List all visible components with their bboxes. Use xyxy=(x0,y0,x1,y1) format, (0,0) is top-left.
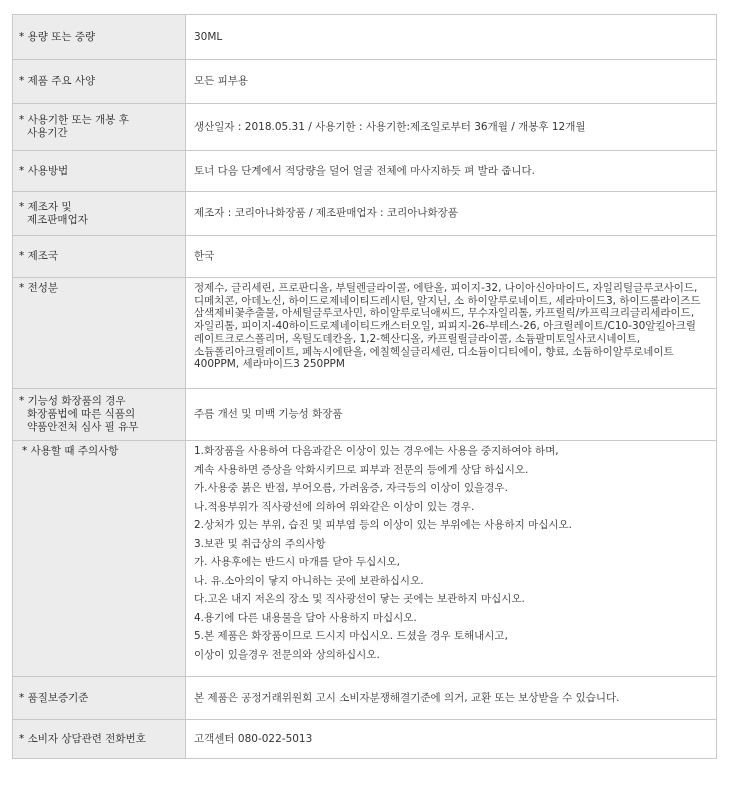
table-row-quality xyxy=(13,677,717,720)
table-row-ingredients xyxy=(13,278,717,389)
label-functional-line2: 화장품법에 따른 식품의 xyxy=(27,408,136,420)
caution-line: 가.사용중 붉은 반점, 부어오름, 가려움증, 자극등의 이상이 있을경우. xyxy=(194,482,508,494)
label-manufacturer-line2: 제조판매업자 xyxy=(27,213,88,226)
row-label xyxy=(13,15,186,60)
product-info-container xyxy=(12,14,717,759)
label-functional-line3: 약품안전처 심사 필 유무 xyxy=(27,421,139,433)
row-label xyxy=(13,278,186,389)
value-usage: 토너 다음 단계에서 적당량을 덜어 얼굴 전체에 마사지하듯 펴 발라 줍니다. xyxy=(194,164,536,177)
caution-line: 다.고온 내지 저온의 장소 및 직사광선이 닿는 곳에는 보관하지 마십시오. xyxy=(194,593,525,605)
ingredients-line: 레이트크로스폴리머, 옥틸도데칸올, 1,2-헥산디올, 카프릴릴글라이콜, 소듐팔미토일사코시네이트, xyxy=(194,332,641,345)
ingredients-line: 자일리톨, 피이지-40하이드로제네이티드캐스터오일, 피피지-26-부테스-26, 아크릴레이트/C10-30알킬아크릴 xyxy=(194,320,697,333)
caution-line: 나. 유.소아의이 닿지 아니하는 곳에 보관하십시오. xyxy=(194,574,424,587)
label-manufacturer-line1: * 제조자 및 xyxy=(19,200,72,213)
ingredients-line: 삼색제비꽃추출물, 아세틸글루코사민, 하이알루로닉애씨드, 무수자일리톨, 카프릴릭/카프릭크리글리세라이드, xyxy=(194,307,695,320)
value-capacity: 30ML xyxy=(194,30,223,43)
caution-line: 나.적용부위가 직사광선에 의하여 위와같은 이상이 있는 경우. xyxy=(194,500,475,513)
label-quality: * 품질보증기준 xyxy=(19,691,89,704)
table-row-spec xyxy=(13,60,717,104)
label-country: * 제조국 xyxy=(19,250,59,262)
row-label xyxy=(13,720,186,759)
ingredients-line: 소듐폴리아크릴레이트, 페녹시에탄올, 에칠헥실글리세린, 디소듐이디티에이, 향료, 소듐하이알루로네이트 xyxy=(194,345,674,358)
caution-line: 2.상처가 있는 부위, 습진 및 피부염 등의 이상이 있는 부위에는 사용하지 마십시오. xyxy=(194,519,572,531)
row-label xyxy=(13,677,186,720)
caution-line: 이상이 있을경우 전문의와 상의하십시오. xyxy=(194,648,380,661)
table-row-expiry xyxy=(13,104,717,151)
label-ingredients: * 전성분 xyxy=(19,282,59,294)
row-value xyxy=(186,151,717,192)
table-row-functional xyxy=(13,389,717,441)
caution-line: 계속 사용하면 증상을 악화시키므로 피부과 전문의 등에게 상담 하십시오. xyxy=(194,463,529,476)
row-label xyxy=(13,104,186,151)
row-label xyxy=(13,192,186,236)
value-contact-phone: 고객센터 080-022-5013 xyxy=(194,732,313,745)
value-country: 한국 xyxy=(194,250,215,262)
row-value xyxy=(186,441,717,677)
value-expiry: 생산일자 : 2018.05.31 / 사용기한 : 사용기한:제조일로부터 36개월 / 개봉후 12개월 xyxy=(194,120,586,133)
table-row-usage xyxy=(13,151,717,192)
caution-line: 가. 사용후에는 반드시 마개를 닫아 두십시오, xyxy=(194,556,400,568)
label-expiry-line1: * 사용기한 또는 개봉 후 xyxy=(19,114,129,126)
table-row-cautions xyxy=(13,441,717,677)
label-functional-line1: * 기능성 화장품의 경우 xyxy=(19,395,126,407)
row-value xyxy=(186,60,717,104)
value-functional: 주름 개선 및 미백 기능성 화장품 xyxy=(194,408,343,420)
product-info-table xyxy=(12,14,717,759)
row-label xyxy=(13,389,186,441)
label-capacity: * 용량 또는 중량 xyxy=(19,30,96,43)
table-row-manufacturer xyxy=(13,192,717,236)
row-label xyxy=(13,151,186,192)
row-value xyxy=(186,278,717,389)
value-manufacturer: 제조자 : 코리아나화장품 / 제조판매업자 : 코리아나화장품 xyxy=(194,207,458,219)
label-cautions: * 사용할 때 주의사항 xyxy=(22,445,119,457)
row-value xyxy=(186,236,717,278)
label-contact: * 소비자 상담관련 전화번호 xyxy=(19,732,146,745)
row-label xyxy=(13,60,186,104)
row-value xyxy=(186,720,717,759)
ingredients-line: 디메치콘, 아데노신, 하이드로제네이티드레시틴, 알지닌, 소 하이알루로네이트, 세라마이드3, 하이드롤라이즈드 xyxy=(194,294,701,307)
table-row-country xyxy=(13,236,717,278)
row-value xyxy=(186,389,717,441)
table-row-capacity xyxy=(13,15,717,60)
row-label xyxy=(13,236,186,278)
value-quality: 본 제품은 공정거래위원회 고시 소비자분쟁해결기준에 의거, 교환 또는 보상받을 수 있습니다. xyxy=(194,691,620,704)
row-value xyxy=(186,15,717,60)
caution-line: 1.화장품을 사용하여 다음과같은 이상이 있는 경우에는 사용을 중지하여야 하며, xyxy=(194,445,559,457)
value-spec: 모든 피부용 xyxy=(194,75,249,87)
label-spec: * 제품 주요 사양 xyxy=(19,75,96,87)
row-value xyxy=(186,104,717,151)
label-expiry-line2: 사용기간 xyxy=(27,127,68,139)
table-row-contact xyxy=(13,720,717,759)
ingredients-line: 400PPM, 세라마이드3 250PPM xyxy=(194,358,345,371)
caution-line: 5.본 제품은 화장품이므로 드시지 마십시오. 드셨을 경우 토해내시고, xyxy=(194,630,508,642)
label-usage: * 사용방법 xyxy=(19,164,69,177)
row-value xyxy=(186,677,717,720)
row-label xyxy=(13,441,186,677)
caution-line: 3.보관 및 취급상의 주의사항 xyxy=(194,537,326,550)
caution-line: 4.용기에 다른 내용물을 담아 사용하지 마십시오. xyxy=(194,611,417,624)
row-value xyxy=(186,192,717,236)
ingredients-line: 정제수, 글리세린, 프로판디올, 부틸렌글라이콜, 에탄올, 피이지-32, 나이아신아마이드, 자일리틸글루코사이드, xyxy=(194,282,698,294)
